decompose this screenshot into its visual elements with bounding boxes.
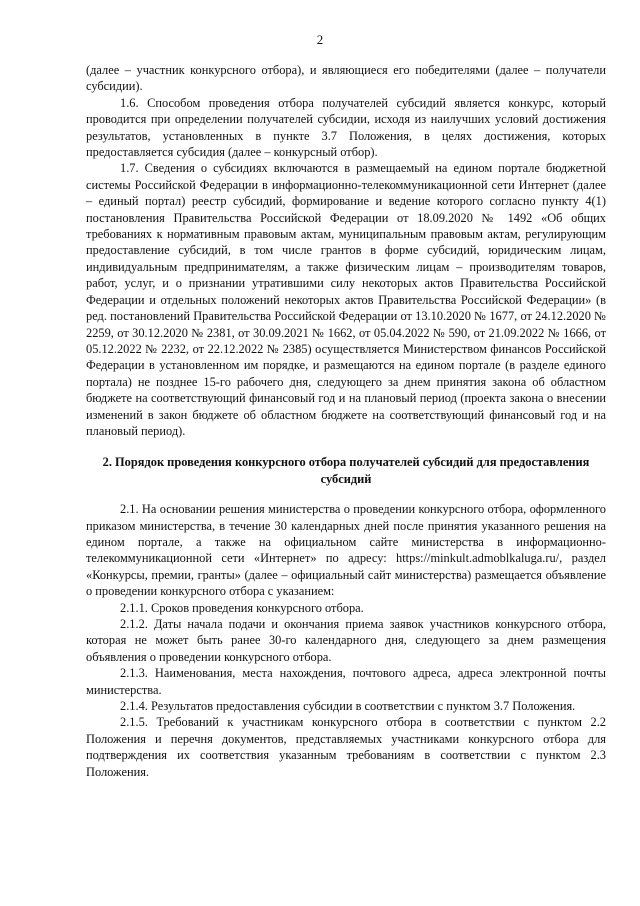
paragraph-1-7: 1.7. Сведения о субсидиях включаются в размещаемый на едином портале бюджетной системы Российской Федерации в информационно-телекоммуникационной сети Интернет (далее – единый портал) реестр субсидий, формирование и ведение которого согласно пункту 4(1) постановления Правительства Российской Федерации от 18.09.2020 № 1492 «Об общих требованиях к нормативным правовым актам, муниципальным правовым актам, регулирующим предоставление субсидий, в том числе грантов в форме субсидий, юридическим лицам, индивидуальным предпринимателям, а также физическим лицам – производителям товаров, работ, услуг, и о признании утратившими силу некоторых актов Правительства Российской Федерации и отдельных положений некоторых актов Правительства Российской Федерации» (в ред. постановлений Правительства Российской Федерации от 13.10.2020 № 1677, от 24.12.2020 № 2259, от 30.12.2020 № 2381, от 30.09.2021 № 1662, от 05.04.2022 № 590, от 21.09.2022 № 1666, от 05.12.2022 № 2232, от 22.12.2022 № 2385) осуществляется Министерством финансов Российской Федерации в установленном им порядке, и размещаются на едином портале (в разделе единого портала) не позднее 15-го рабочего дня, следующего за днем принятия закона об областном бюджете на соответствующий финансовый год и на плановый период (проекта закона о внесении изменений в закон бюджете об областном бюджете на соответствующий финансовый год и на плановый период).: [86, 161, 606, 438]
paragraph-2-1-2: 2.1.2. Даты начала подачи и окончания приема заявок участников конкурсного отбора, которая не может быть ранее 30-го календарного дня, следующего за днем размещения объявления о проведении конкурсного отбора.: [86, 617, 606, 664]
document-body: [86, 62, 606, 780]
section-2-heading: 2. Порядок проведения конкурсного отбора получателей субсидий для предоставления субсидий: [102, 455, 590, 486]
paragraph-2-1-4: 2.1.4. Результатов предоставления субсидии в соответствии с пунктом 3.7 Положения.: [120, 699, 576, 714]
page-number: 2: [316, 32, 324, 47]
paragraph-2-1: 2.1. На основании решения министерства о проведении конкурсного отбора, оформленного приказом министерства, в течение 30 календарных дней после принятия указанного решения на едином портале, а также на официальном сайте министерства в информационно-телекоммуникационной сети «Интернет» по адресу: https://minkult.admoblkaluga.ru/, раздел «Конкурсы, премии, гранты» (далее – официальный сайт министерства) размещается объявление о проведении конкурсного отбора с указанием:: [86, 502, 606, 599]
paragraph-2-1-5: 2.1.5. Требований к участникам конкурсного отбора в соответствии с пунктом 2.2 Положения и перечня документов, представляемых участниками конкурсного отбора для подтверждения их соответствия указанным требованиям в соответствии с пунктом 2.3 Положения.: [86, 715, 606, 779]
paragraph-continuation: (далее – участник конкурсного отбора), и являющиеся его победителями (далее – получатели субсидии).: [86, 63, 606, 94]
paragraph-2-1-1: 2.1.1. Сроков проведения конкурсного отбора.: [120, 600, 364, 615]
paragraph-1-6: 1.6. Способом проведения отбора получателей субсидий является конкурс, который проводится при определении получателей субсидии, исходя из наилучших условий достижения результатов, установленных в пункте 3.7 Положения, в целях достижения, которых предоставляется субсидия (далее – конкурсный отбор).: [86, 95, 606, 160]
paragraph-2-1-3: 2.1.3. Наименования, места нахождения, почтового адреса, адреса электронной почты министерства.: [86, 666, 606, 697]
